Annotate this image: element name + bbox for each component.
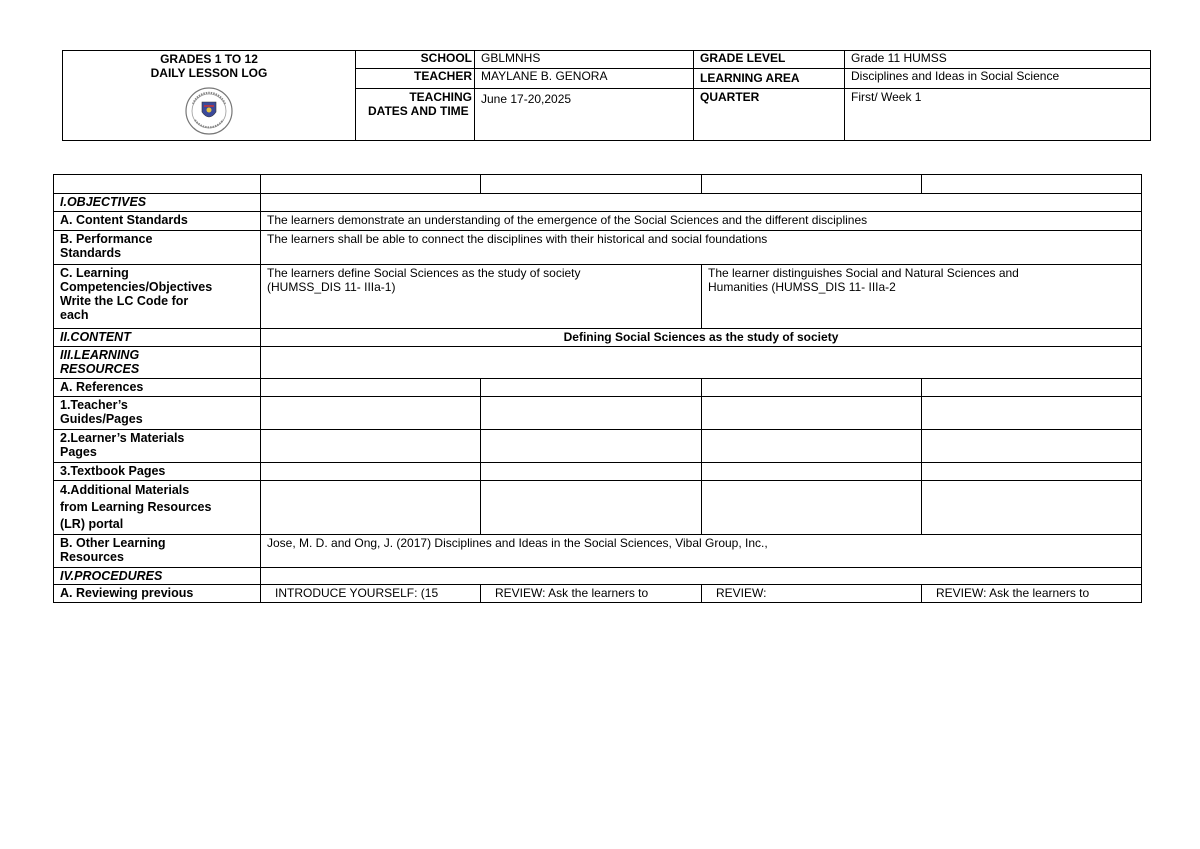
procedures-blank [261,568,1142,585]
teaching-dates-label-line2: DATES AND TIME [368,104,469,118]
log-title-line2: DAILY LESSON LOG [150,66,268,80]
empty-header-cell [54,175,261,194]
header-table [62,50,1151,141]
learning-competencies-label [54,265,261,329]
teachers-guide-day-4 [922,397,1142,430]
resources-line2: RESOURCES [60,362,140,376]
textbook-pages-label: 3.Textbook Pages [54,463,261,481]
competency-2-line2: Humanities (HUMSS_DIS 11- IIIa-2 [708,280,896,294]
day-header-row [54,175,1142,194]
performance-label-line2: Standards [60,246,122,260]
teachers-guide-day-1 [261,397,481,430]
day-3-header [702,175,922,194]
other-resources-line2: Resources [60,550,124,564]
teachers-guide-day-3 [702,397,922,430]
reviewing-day-3: REVIEW: [702,585,922,603]
performance-standards-value: The learners shall be able to connect the disciplines with their historical and social foundations [261,231,1142,265]
additional-materials-label [54,481,261,535]
quarter-value: First/ Week 1 [845,89,1151,141]
teacher-value: MAYLANE B. GENORA [475,69,694,89]
grade-level-label: GRADE LEVEL [694,51,845,69]
textbook-pages-day-4 [922,463,1142,481]
objectives-heading: I.OBJECTIVES [54,194,261,212]
teachers-guide-label [54,397,261,430]
log-title-line1: GRADES 1 TO 12 [160,52,258,66]
log-title-cell [63,51,356,141]
references-day-3 [702,379,922,397]
content-heading: II.CONTENT [54,329,261,347]
reviewing-day-2: REVIEW: Ask the learners to [481,585,702,603]
content-standards-value: The learners demonstrate an understanding of the emergence of the Social Sciences and the different disciplines [261,212,1142,231]
learners-materials-day-3 [702,430,922,463]
textbook-pages-day-2 [481,463,702,481]
performance-standards-label [54,231,261,265]
additional-day-2 [481,481,702,535]
teaching-dates-label-line1: TEACHING [409,90,472,104]
additional-line2: from Learning Resources [60,500,212,514]
day-4-header [922,175,1142,194]
teachers-guide-line2: Guides/Pages [60,412,143,426]
school-value: GBLMNHS [475,51,694,69]
competency-1 [261,265,702,329]
quarter-label: QUARTER [694,89,845,141]
competency-1-line2: (HUMSS_DIS 11- IIIa-1) [267,280,396,294]
other-resources-value: Jose, M. D. and Ong, J. (2017) Disciplines and Ideas in the Social Sciences, Vibal Group, Inc., [261,535,1142,568]
day-1-header [261,175,481,194]
additional-day-1 [261,481,481,535]
competency-2-line1: The learner distinguishes Social and Natural Sciences and [708,266,1019,280]
procedures-heading: IV.PROCEDURES [54,568,261,585]
learners-materials-day-2 [481,430,702,463]
objectives-blank [261,194,1142,212]
additional-day-4 [922,481,1142,535]
learning-resources-heading [54,347,261,379]
teaching-dates-label [356,89,475,141]
learning-area-label: LEARNING AREA [694,69,845,89]
competency-2 [702,265,1142,329]
references-label: A. References [54,379,261,397]
reviewing-day-4: REVIEW: Ask the learners to [922,585,1142,603]
references-day-4 [922,379,1142,397]
reviewing-day-1: INTRODUCE YOURSELF: (15 [261,585,481,603]
performance-label-line1: B. Performance [60,232,153,246]
teacher-label: TEACHER [356,69,475,89]
learners-materials-day-1 [261,430,481,463]
learners-materials-line1: 2.Learner’s Materials [60,431,185,445]
teachers-guide-line1: 1.Teacher’s [60,398,128,412]
textbook-pages-day-3 [702,463,922,481]
deped-seal-icon [183,86,235,136]
resources-line1: III.LEARNING [60,348,140,362]
additional-day-3 [702,481,922,535]
competency-1-line1: The learners define Social Sciences as the study of society [267,266,581,280]
references-day-2 [481,379,702,397]
learners-materials-line2: Pages [60,445,97,459]
teachers-guide-day-2 [481,397,702,430]
competencies-label-line1: C. Learning [60,266,129,280]
competencies-label-line2: Competencies/Objectives [60,280,213,294]
competencies-label-line4: each [60,308,89,322]
additional-line1: 4.Additional Materials [60,483,190,497]
additional-line3: (LR) portal [60,517,124,531]
learning-resources-blank [261,347,1142,379]
learners-materials-label [54,430,261,463]
content-value: Defining Social Sciences as the study of society [261,329,1142,347]
content-standards-label: A. Content Standards [54,212,261,231]
other-resources-line1: B. Other Learning [60,536,166,550]
lesson-log-table [53,174,1142,603]
competencies-label-line3: Write the LC Code for [60,294,189,308]
learners-materials-day-4 [922,430,1142,463]
reviewing-previous-label: A. Reviewing previous [54,585,261,603]
school-label: SCHOOL [356,51,475,69]
learning-area-value: Disciplines and Ideas in Social Science [845,69,1151,89]
grade-level-value: Grade 11 HUMSS [845,51,1151,69]
other-resources-label [54,535,261,568]
textbook-pages-day-1 [261,463,481,481]
day-2-header [481,175,702,194]
references-day-1 [261,379,481,397]
teaching-dates-value: June 17-20,2025 [475,89,694,141]
